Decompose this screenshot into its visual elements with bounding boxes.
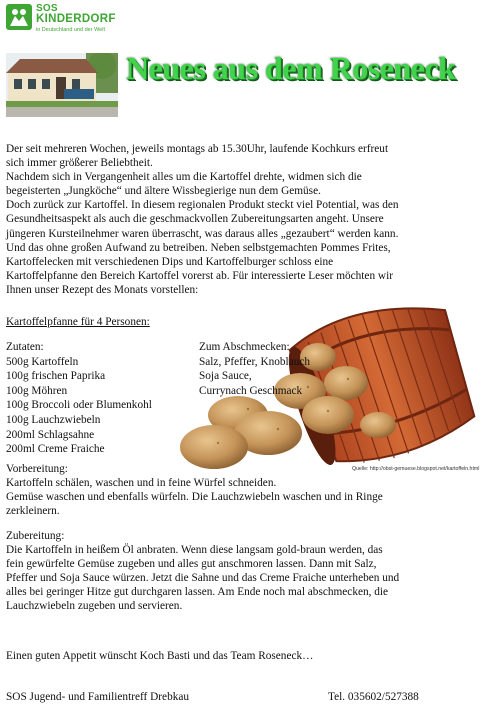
- footer-phone: Tel. 035602/527388: [328, 691, 419, 703]
- intro-paragraph: [6, 142, 399, 297]
- cooking-line: Die Kartoffeln in heißem Öl anbraten. Wenn diese langsam gold-braun werden, das: [6, 544, 383, 557]
- seasoning-item: Soja Sauce,: [199, 370, 252, 383]
- recipe-title: Kartoffelpfanne für 4 Personen:: [6, 316, 150, 328]
- ingredient-item: 100g frischen Paprika: [6, 370, 106, 383]
- cooking-line: alles bei geringer Hitze gut durchgaren lassen. Am Ende noch mal abschmecken, die: [6, 586, 389, 599]
- cooking-line: fein gewürfelte Gemüse zugeben und alles gut anschmoren lassen. Dann mit Salz,: [6, 558, 377, 571]
- logo-tagline: in Deutschland und der Welt: [36, 27, 105, 33]
- intro-line: Und das ohne großen Aufwand zu betreiben. Neben selbstgemachten Pommes Frites,: [6, 241, 391, 254]
- cooking-line: Pfeffer und Soja Sauce würzen. Jetzt die Sahne und das Creme Fraiche unterheben und: [6, 572, 400, 585]
- sos-kinderdorf-logo: [6, 4, 146, 36]
- ingredient-item: 100g Möhren: [6, 384, 68, 397]
- cooking-line: Lauchzwiebeln zugeben und servieren.: [6, 600, 183, 613]
- ingredient-item: 200ml Schlagsahne: [6, 428, 95, 441]
- intro-line: jüngeren Kursteilnehmer waren überrascht, was daraus alles „gezaubert“ werden kann.: [6, 227, 399, 240]
- cooking-heading: Zubereitung:: [6, 530, 65, 542]
- seasoning-list: [199, 340, 310, 398]
- preparation-line: zerkleinern.: [6, 505, 60, 518]
- footer-organization: SOS Jugend- und Familientreff Drebkau: [6, 691, 190, 703]
- preparation-line: Kartoffeln schälen, waschen und in feine Würfel schneiden.: [6, 477, 277, 490]
- intro-line: Doch zurück zur Kartoffel. In diesem regionalen Produkt steckt viel Potential, was den: [6, 199, 399, 212]
- intro-line: Kartoffelpfanne den Bereich Kartoffel vorerst ab. Für interessierte Leser möchten wir: [6, 269, 393, 282]
- seasoning-item: Currynach Geschmack: [199, 384, 303, 397]
- ingredients-heading: Zutaten:: [6, 341, 44, 353]
- logo-text-kinderdorf: KINDERDORF: [36, 13, 116, 25]
- ingredients-list: [6, 340, 152, 457]
- intro-line: Gesundheitsaspekt als auch die geschmackvollen Zubereitungsarten angeht. Unsere: [6, 213, 384, 226]
- intro-line: Ihnen unser Rezept des Monats vorstellen:: [6, 283, 199, 296]
- intro-line: begeisterten „Jungköche“ und ältere Wissbegierige nun dem Gemüse.: [6, 185, 321, 198]
- ingredient-item: 500g Kartoffeln: [6, 355, 79, 368]
- image-source-caption: Quelle: http://obst-gemuese.blogspot.net/kartoffeln.html: [352, 466, 480, 472]
- sos-logo-icon: [6, 4, 32, 30]
- seasoning-item: Salz, Pfeffer, Knoblauch: [199, 355, 311, 368]
- closing-line: Einen guten Appetit wünscht Koch Basti und das Team Roseneck…: [6, 650, 314, 662]
- building-photo: [6, 53, 118, 117]
- intro-line: sich immer größerer Beliebtheit.: [6, 157, 153, 170]
- intro-line: Kartoffelecken mit verschiedenen Dips und Kartoffelburger schloss eine: [6, 255, 334, 268]
- preparation-line: Gemüse waschen und ebenfalls würfeln. Die Lauchzwiebeln waschen und in Ringe: [6, 491, 383, 504]
- intro-line: Der seit mehreren Wochen, jeweils montags ab 15.30Uhr, laufende Kochkurs erfreut: [6, 143, 389, 155]
- page-title: Neues aus dem Roseneck: [126, 50, 456, 86]
- cooking-section: [6, 529, 399, 614]
- ingredient-item: 100g Lauchzwiebeln: [6, 413, 101, 426]
- preparation-section: [6, 462, 383, 518]
- intro-line: Nachdem sich in Vergangenheit alles um die Kartoffel drehte, widmen sich die: [6, 171, 362, 184]
- ingredient-item: 100g Broccoli oder Blumenkohl: [6, 399, 152, 412]
- logo-text-sos: SOS: [36, 3, 58, 14]
- preparation-heading: Vorbereitung:: [6, 463, 68, 475]
- seasoning-heading: Zum Abschmecken:: [199, 341, 290, 353]
- ingredient-item: 200ml Creme Fraiche: [6, 443, 105, 456]
